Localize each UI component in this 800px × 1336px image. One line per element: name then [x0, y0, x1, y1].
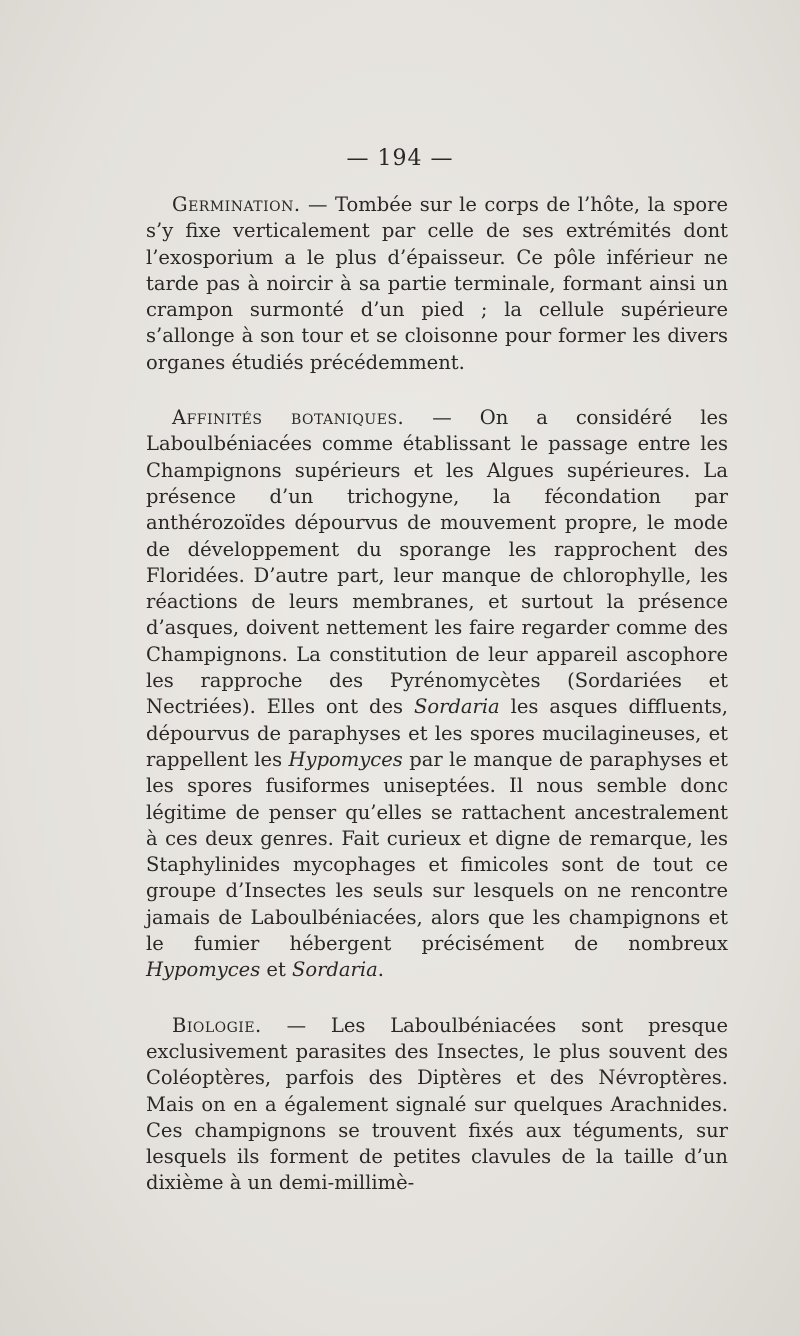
page-number: — 194 —	[346, 146, 454, 171]
paragraph-germination	[146, 192, 728, 376]
taxon-name: Sordaria	[292, 958, 378, 982]
taxon-name: Hypomyces	[146, 958, 261, 982]
taxon-name: Hypomyces	[288, 747, 403, 771]
text-run: et	[260, 958, 293, 982]
taxon-name: Sordaria	[413, 695, 500, 719]
text-run: — Les Laboulbéniacées sont presque exclusivement parasites des Insectes, le plus souvent des Coléoptères, parfois des Diptères et des Névroptères. Mais on en a également signalé sur quelques Arachnides. Ces champignons se trouvent fixés aux téguments, sur lesquels ils forment de petites clavules de la taille d’un dixième à un demi-millimè-	[146, 1013, 728, 1195]
section-heading-germination: Germination.	[172, 193, 301, 216]
text-run: les asques diffluents, dépourvus de paraphyses et les spores mucilagineuses, et rappellent les	[146, 695, 728, 771]
paragraph-biologie	[146, 1013, 728, 1197]
section-heading-biologie: Biologie.	[172, 1013, 262, 1037]
section-heading-affinites-botaniques: Affinités botaniques.	[172, 406, 405, 430]
text-run: .	[377, 958, 384, 982]
body-text	[146, 192, 728, 1197]
paragraph-affinites-botaniques	[146, 405, 728, 984]
text-run: par le manque de paraphyses et les spores fusiformes uniseptées. Il nous semble donc légitime de penser qu’elles se rattachent ancestralement à ces deux genres. Fait curieux et digne de remarque, les Staphylinides mycophages et fimicoles sont de tout ce groupe d’Insectes les seuls sur lesquels on ne rencontre jamais de Laboulbéniacées, alors que les champignons et le fumier hébergent précisément de nombreux	[146, 747, 728, 956]
text-run: — On a considéré les Laboulbéniacées comme établissant le passage entre les Champignons supérieurs et les Algues supérieures. La présence d’un trichogyne, la fécondation par anthérozoïdes dépourvus de mouvement propre, le mode de développement du sporange les rapprochent des Floridées. D’autre part, leur manque de chlorophylle, les réactions de leurs membranes, et surtout la présence d’asques, doivent nettement les faire regarder comme des Champignons. La constitution de leur appareil ascophore les rapproche des Pyrénomycètes (Sordariées et Nectriées). Elles ont des	[146, 406, 728, 719]
text-run: — Tombée sur le corps de l’hôte, la spore s’y fixe verticalement par celle de ses extrémités dont l’exosporium a le plus d’épaisseur. Ce pôle inférieur ne tarde pas à noircir à sa partie terminale, formant ainsi un crampon surmonté d’un pied ; la cellule supérieure s’allonge à son tour et se cloisonne pour former les divers organes étudiés précédemment.	[146, 193, 728, 374]
